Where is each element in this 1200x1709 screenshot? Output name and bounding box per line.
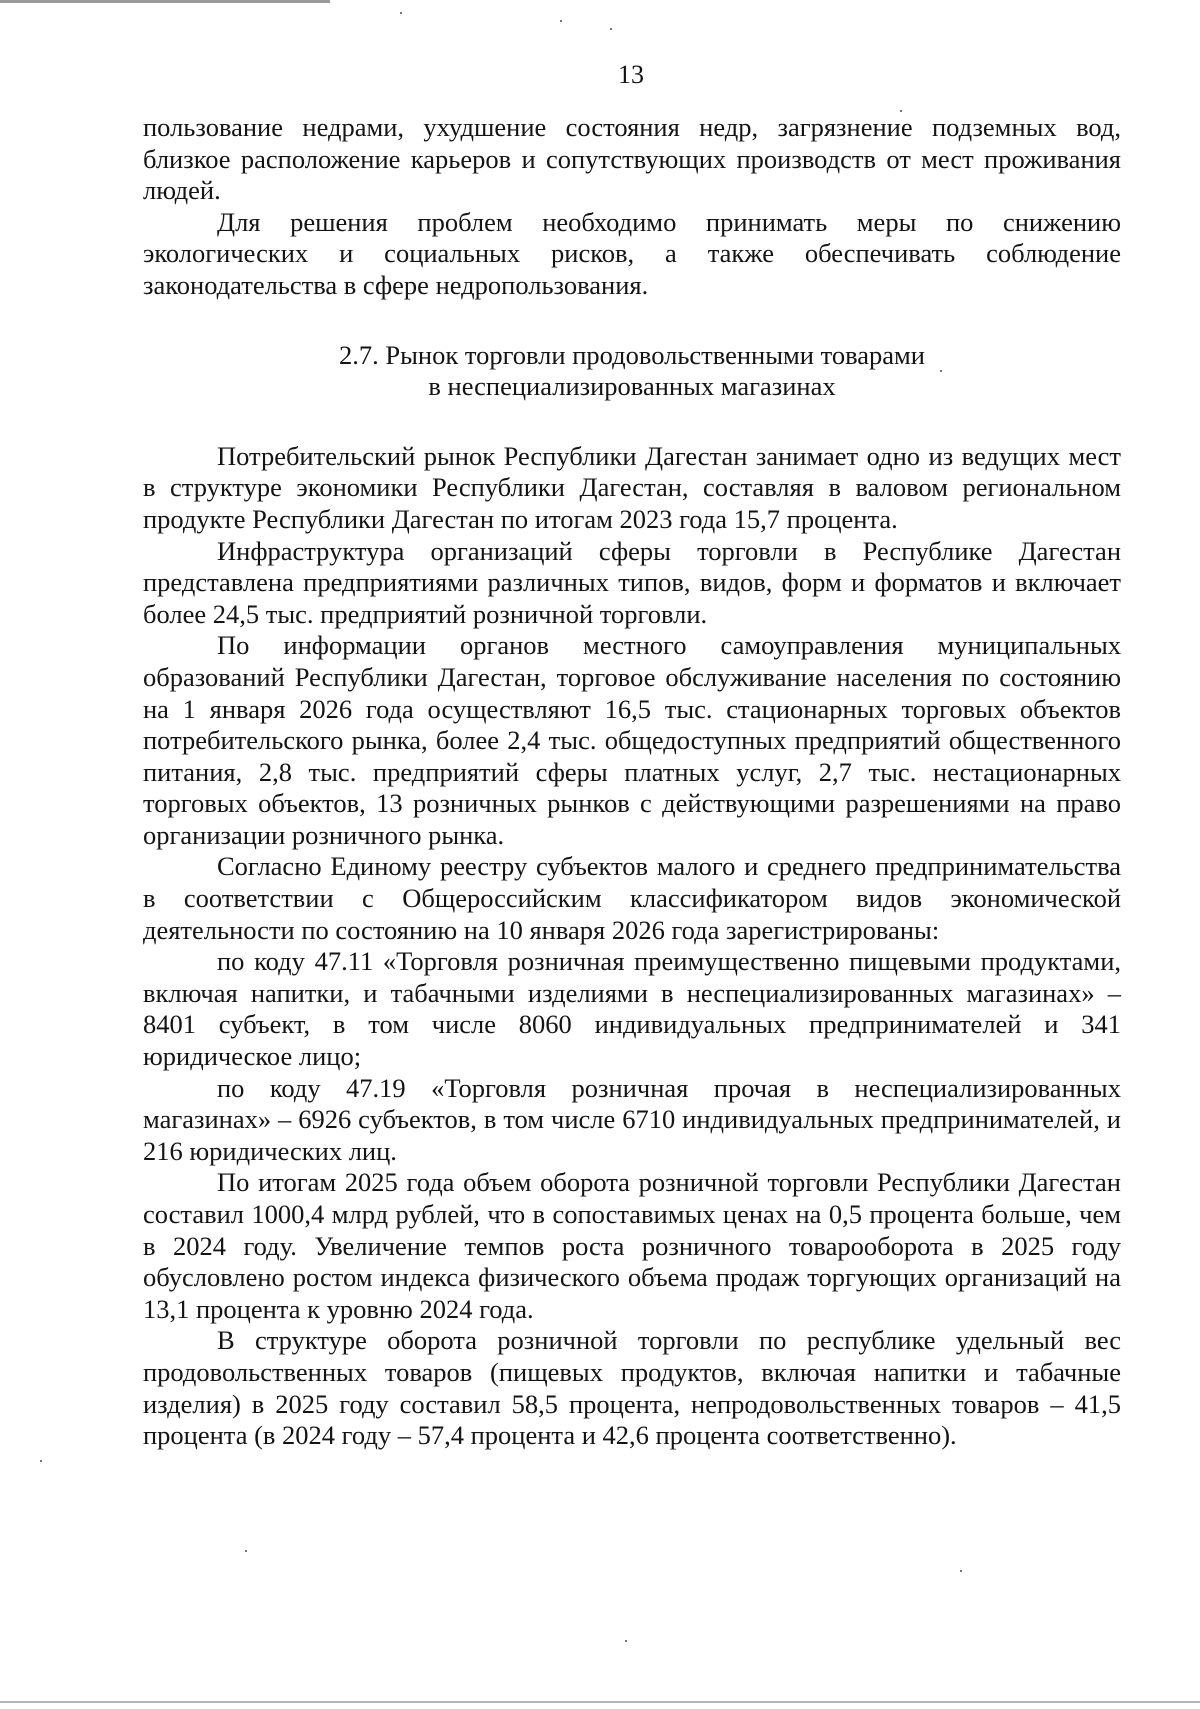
- paragraph: Инфраструктура организаций сферы торговли в Республике Дагестан представлена предприятиями различных типов, видов, форм и форматов и включает более 24,5 тыс. предприятий розничной торговли.: [143, 535, 1121, 629]
- section-heading-line: 2.7. Рынок торговли продовольственными товарами: [338, 339, 925, 370]
- section-heading: [143, 340, 1121, 403]
- scan-speck: [610, 28, 612, 30]
- scan-edge-top: [0, 0, 330, 3]
- paragraph: По информации органов местного самоуправления муниципальных образований Республики Дагестан, торговое обслуживание населения по состоянию на 1 января 2026 года осуществляют 16,5 тыс. стационарных торговых объектов потребительского рынка, более 2,4 тыс. общедоступных предприятий общественного питания, 2,8 тыс. предприятий сферы платных услуг, 2,7 тыс. нестационарных торговых объектов, 13 розничных рынков с действующими разрешениями на право организации розничного рынка.: [143, 630, 1121, 850]
- scan-edge-bottom: [0, 1701, 1200, 1703]
- scan-speck: [560, 20, 562, 22]
- document-body: [143, 112, 1121, 1452]
- scan-speck: [625, 1640, 627, 1642]
- scan-speck: [400, 12, 402, 14]
- page-number: 13: [618, 60, 644, 89]
- section-heading-line: в неспециализированных магазинах: [428, 371, 836, 402]
- paragraph: По итогам 2025 года объем оборота розничной торговли Республики Дагестан составил 1000,4 млрд рублей, что в сопоставимых ценах на 0,5 процента больше, чем в 2024 году. Увеличение темпов роста розничного товарооборота в 2025 году обусловлено ростом индекса физического объема продаж торгующих организаций на 13,1 процента к уровню 2024 года.: [143, 1167, 1121, 1324]
- paragraph: Потребительский рынок Республики Дагестан занимает одно из ведущих мест в структуре экономики Республики Дагестан, составляя в валовом региональном продукте Республики Дагестан по итогам 2023 года 15,7 процента.: [143, 440, 1121, 534]
- paragraph-continuation: пользование недрами, ухудшение состояния недр, загрязнение подземных вод, близкое расположение карьеров и сопутствующих производств от мест проживания людей.: [143, 112, 1121, 206]
- list-paragraph: по коду 47.11 «Торговля розничная преимущественно пищевыми продуктами, включая напитки, и табачными изделиями в неспециализированных магазинах» – 8401 субъект, в том числе 8060 индивидуальных предпринимателей и 341 юридическое лицо;: [143, 946, 1121, 1072]
- paragraph: В структуре оборота розничной торговли по республике удельный вес продовольственных товаров (пищевых продуктов, включая напитки и табачные изделия) в 2025 году составил 58,5 процента, непродовольственных товаров – 41,5 процента (в 2024 году – 57,4 процента и 42,6 процента соответственно).: [143, 1325, 1121, 1451]
- paragraph: Для решения проблем необходимо принимать меры по снижению экологических и социальных рисков, а также обеспечивать соблюдение законодательства в сфере недропользования.: [143, 206, 1121, 300]
- scan-speck: [960, 1570, 962, 1572]
- paragraph: Согласно Единому реестру субъектов малого и среднего предпринимательства в соответствии с Общероссийским классификатором видов экономической деятельности по состоянию на 10 января 2026 года зарегистрированы:: [143, 851, 1121, 945]
- scan-speck: [245, 1550, 247, 1552]
- scan-speck: [40, 1460, 42, 1462]
- list-paragraph: по коду 47.19 «Торговля розничная прочая в неспециализированных магазинах» – 6926 субъектов, в том числе 6710 индивидуальных предпринимателей, и 216 юридических лиц.: [143, 1072, 1121, 1166]
